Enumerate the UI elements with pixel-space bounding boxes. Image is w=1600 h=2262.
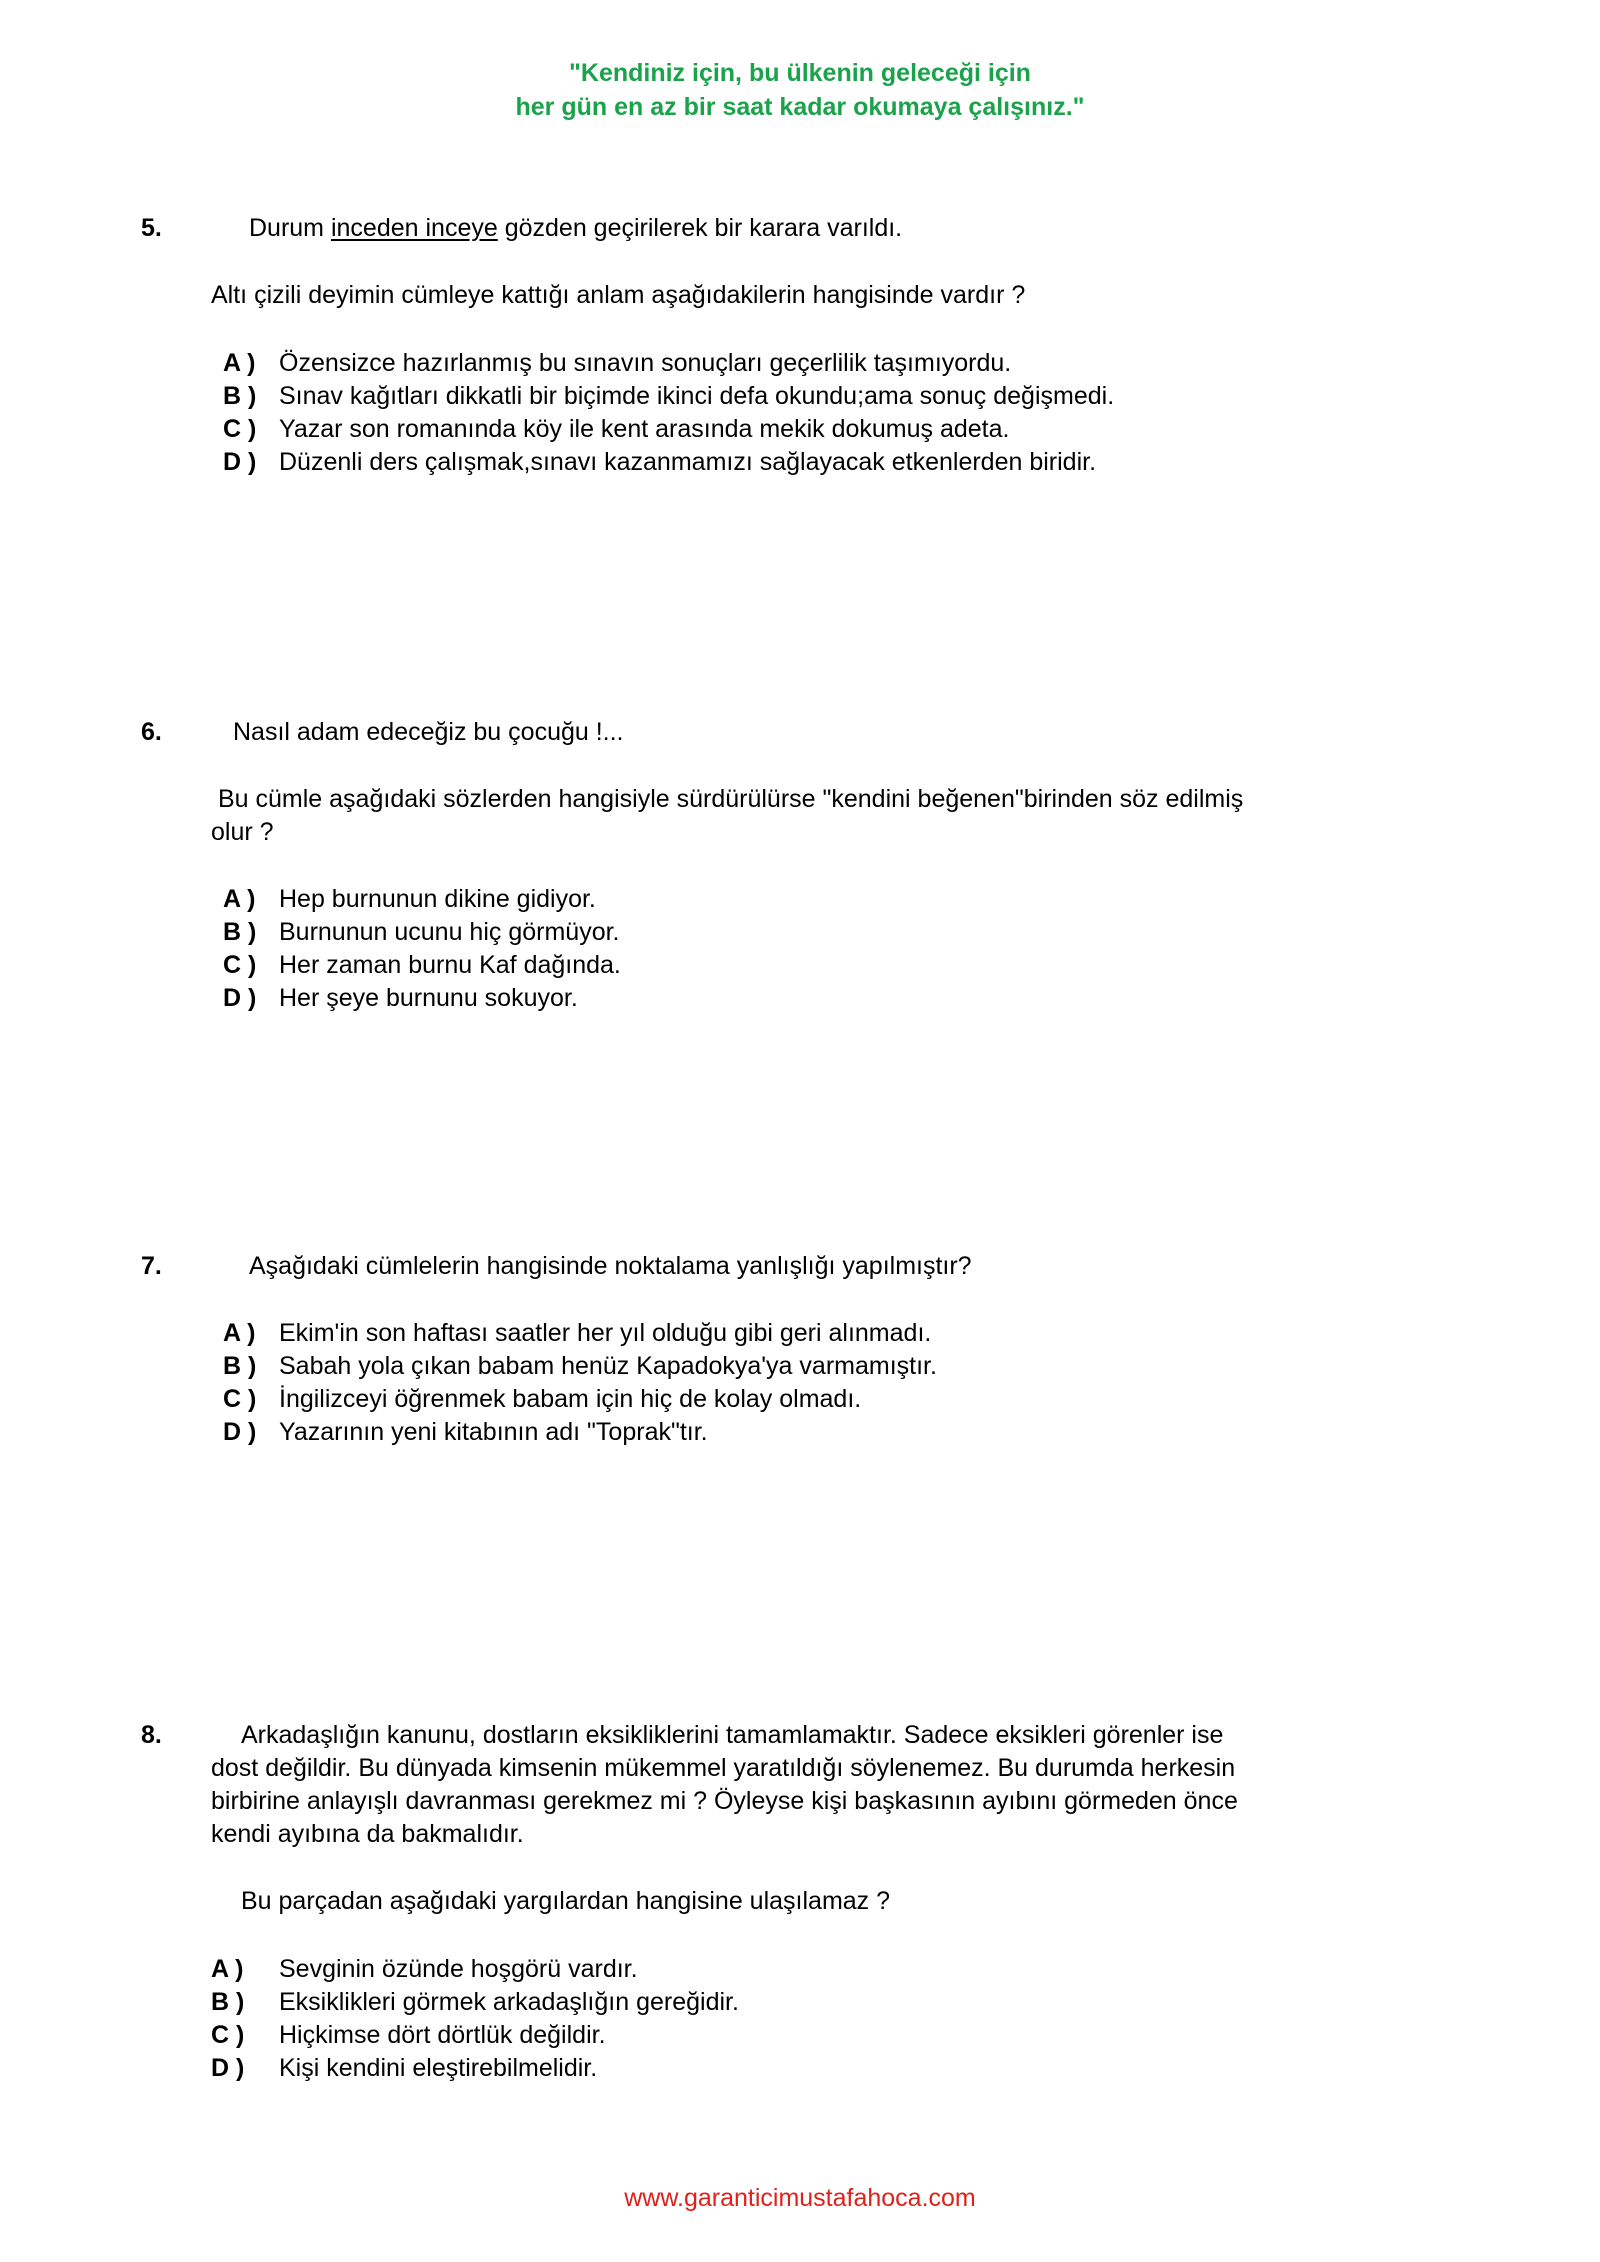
option-text: Hiçkimse dört dörtlük değildir. <box>279 2021 606 2049</box>
option-letter: B ) <box>223 382 257 410</box>
option-text: Burnunun ucunu hiç görmüyor. <box>279 918 620 946</box>
option-text: Her şeye burnunu sokuyor. <box>279 984 578 1012</box>
question-number: 5. <box>141 214 162 242</box>
passage-line-3: birbirine anlayışlı davranması gerekmez mi ? Öyleyse kişi başkasının ayıbını görmeden önce <box>211 1787 1238 1815</box>
option-text: Sevginin özünde hoşgörü vardır. <box>279 1955 638 1983</box>
question-stem: Nasıl adam edeceğiz bu çocuğu !... <box>233 718 624 746</box>
underlined-idiom: inceden inceye <box>330 214 498 242</box>
option-letter: B ) <box>223 918 257 946</box>
option-text: İngilizceyi öğrenmek babam için hiç de kolay olmadı. <box>279 1385 862 1413</box>
option-letter: C ) <box>223 1385 257 1413</box>
option-letter: C ) <box>223 415 257 443</box>
option-text: Sınav kağıtları dikkatli bir biçimde ikinci defa okundu;ama sonuç değişmedi. <box>279 382 1115 410</box>
option-letter: D ) <box>211 2054 245 2082</box>
question-prompt-line-1: Bu cümle aşağıdaki sözlerden hangisiyle sürdürülürse "kendini beğenen"birinden söz edilmiş <box>218 785 1244 813</box>
option-letter: A ) <box>223 885 256 913</box>
question-stem: Aşağıdaki cümlelerin hangisinde noktalama yanlışlığı yapılmıştır? <box>249 1252 972 1280</box>
question-prompt: Altı çizili deyimin cümleye kattığı anlam aşağıdakilerin hangisinde vardır ? <box>211 281 1026 309</box>
passage-line-2: dost değildir. Bu dünyada kimsenin mükemmel yaratıldığı söylenemez. Bu durumda herkesin <box>211 1754 1236 1782</box>
option-letter: D ) <box>223 1418 257 1446</box>
option-letter: D ) <box>223 984 257 1012</box>
passage-line-4: kendi ayıbına da bakmalıdır. <box>211 1820 524 1848</box>
option-text: Her zaman burnu Kaf dağında. <box>279 951 621 979</box>
option-letter: A ) <box>223 1319 256 1347</box>
passage-line-1: Arkadaşlığın kanunu, dostların eksikliklerini tamamlamaktır. Sadece eksikleri görenler ise <box>241 1721 1224 1749</box>
question-number: 8. <box>141 1721 162 1749</box>
option-text: Eksiklikleri görmek arkadaşlığın gereğidir. <box>279 1988 739 2016</box>
question-prompt-line-2: olur ? <box>211 818 274 846</box>
option-text: Yazar son romanında köy ile kent arasında mekik dokumuş adeta. <box>279 415 1010 443</box>
motto-line-2: her gün en az bir saat kadar okumaya çalışınız." <box>515 93 1085 121</box>
question-number: 6. <box>141 718 162 746</box>
option-letter: C ) <box>223 951 257 979</box>
option-letter: B ) <box>223 1352 257 1380</box>
footer-website-link[interactable]: www.garanticimustafahoca.com <box>624 2184 976 2212</box>
option-letter: D ) <box>223 448 257 476</box>
stem-text-before: Durum <box>249 214 331 242</box>
option-text: Özensizce hazırlanmış bu sınavın sonuçları geçerlilik taşımıyordu. <box>279 349 1012 377</box>
stem-text-after: gözden geçirilerek bir karara varıldı. <box>497 214 903 242</box>
option-letter: A ) <box>211 1955 244 1983</box>
option-text: Kişi kendini eleştirebilmelidir. <box>279 2054 598 2082</box>
option-text: Sabah yola çıkan babam henüz Kapadokya'ya varmamıştır. <box>279 1352 937 1380</box>
motto-header <box>0 56 1600 124</box>
motto-line-1: "Kendiniz için, bu ülkenin geleceği için <box>569 59 1031 87</box>
question-stem <box>249 213 902 243</box>
question-number: 7. <box>141 1252 162 1280</box>
option-text: Ekim'in son haftası saatler her yıl olduğu gibi geri alınmadı. <box>279 1319 932 1347</box>
option-text: Düzenli ders çalışmak,sınavı kazanmamızı sağlayacak etkenlerden biridir. <box>279 448 1097 476</box>
option-text: Yazarının yeni kitabının adı "Toprak"tır. <box>279 1418 708 1446</box>
option-text: Hep burnunun dikine gidiyor. <box>279 885 596 913</box>
option-letter: C ) <box>211 2021 245 2049</box>
question-prompt: Bu parçadan aşağıdaki yargılardan hangisine ulaşılamaz ? <box>241 1887 891 1915</box>
option-letter: B ) <box>211 1988 245 2016</box>
option-letter: A ) <box>223 349 256 377</box>
